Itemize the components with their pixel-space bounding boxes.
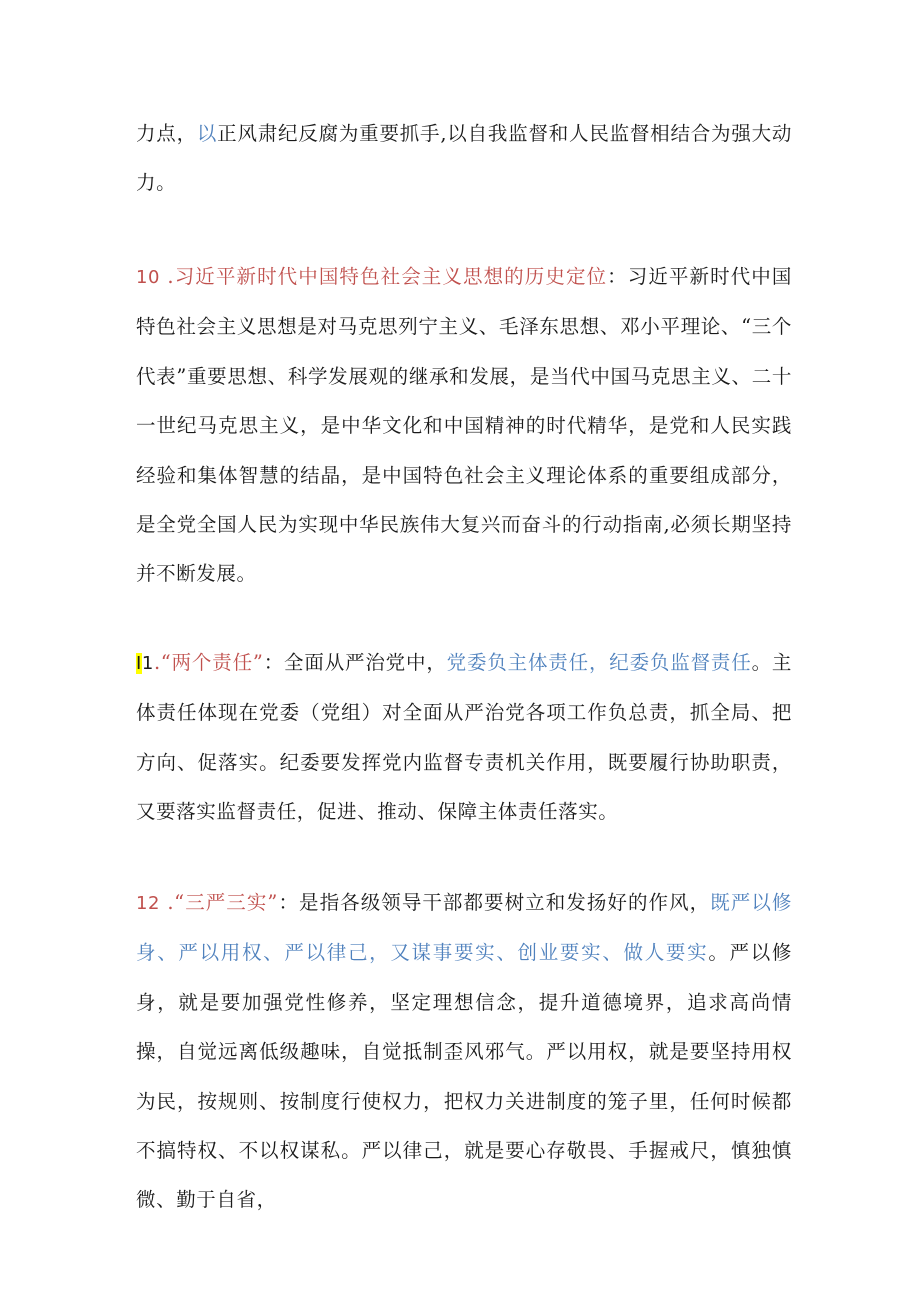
paragraph-item-11 [136,638,792,837]
item-heading: .习近平新时代中国特色社会主义思想的历史定位 [160,265,608,288]
item-body: 。主体责任体现在党委（党组）对全面从严治党各项工作负总责，抓全局、把方向、促落实。纪委要发挥党内监督专责机关作用，既要履行协助职责，又要落实监督责任，促进、推动、保障主体责任落实。 [136,651,792,824]
paragraph-item-10 [136,252,792,599]
item-number: 1 [141,653,154,674]
item-number: 12 [136,893,161,914]
text-run: ：是指各级领导干部都要树立和发扬好的作风， [278,891,711,914]
paragraph-item-9-continuation [136,109,792,208]
item-heading: “两个责任” [160,651,264,674]
item-heading: .“三严三实” [160,891,278,914]
item-body: 。严以修身，就是要加强党性修养，坚定理想信念，提升道德境界，追求高尚情操，自觉远离低级趣味，自觉抵制歪风邪气。严以用权，就是要坚持用权为民，按规则、按制度行使权力，把权力关进制度的笼子里，任何时候都不搞特权、不以权谋私。严以律己，就是要心存敬畏、手握戒尺，慎独慎微、勤于自省， [136,941,793,1212]
emphasis-text: 既严以修身、严以用权、严以律己，又谋事要实、创业要实、做人要实 [136,891,792,965]
text-run: 正风肃纪反腐为重要抓手,以自我监督和人民监督相结合为强大动力。 [136,122,792,195]
item-number-dot: . [153,651,161,674]
paragraph-item-12 [136,878,792,1225]
text-run: 力点， [136,122,197,145]
item-number: 10 [136,267,161,288]
emphasis-text: 党委负主体责任，纪委负监督责任 [446,651,752,674]
item-body: ：习近平新时代中国特色社会主义思想是对马克思列宁主义、毛泽东思想、邓小平理论、“三个代表”重要思想、科学发展观的继承和发展，是当代中国马克思主义、二十一世纪马克思主义，是中华文化和中国精神的时代精华，是党和人民实践经验和集体智慧的结晶，是中国特色社会主义理论体系的重要组成部分，是全党全国人民为实现中华民族伟大复兴而奋斗的行动指南,必须长期坚持并不断发展。 [136,265,793,586]
text-run: ：全面从严治党中， [263,651,447,674]
item-number-highlight: I [136,653,142,674]
emphasis-text: 以 [196,122,218,145]
